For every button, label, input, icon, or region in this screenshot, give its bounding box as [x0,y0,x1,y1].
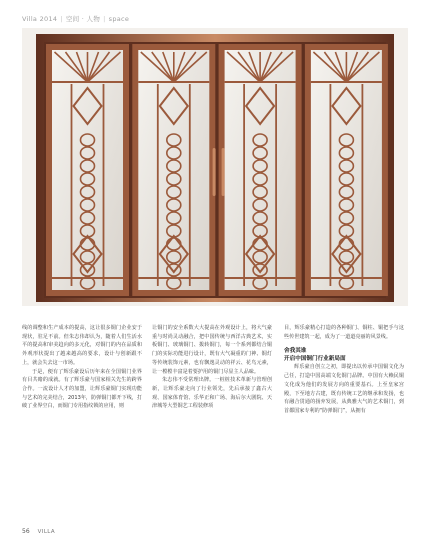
door-glass [138,50,209,290]
door-glass [52,50,123,290]
article-column-2 [152,324,272,411]
body-paragraph: 目，辉乐豪精心打造的各种铜门、铜柱、铜把手与这些传世建筑一起，成为了一道道亮丽的风景线。 [284,325,404,340]
body-paragraph: 线的调整和生产成本的提高，这让很多铜门企业安于现状，驻足不前。但朱志伟却认为，随着人们生活水平的提高和审美趋向的多元化，对铜门的内在品质和外观形状提出了越来越高的要求，设计与创新跟不上，就会失去这一市场。 [22,325,142,366]
subheading: 开启中国铜门行业新局面 [284,356,346,363]
copper-door-illustration [22,28,408,306]
header-divider: | [103,15,106,23]
magazine-brand: VILLA [37,529,56,535]
body-paragraph: 于是，便有了辉乐豪设后历年来在全国铜门业界有目共睹的成就。有了辉乐豪与国家相关先生的跨界合作。一流设计人才的加盟，让辉乐豪铜门实现功能与艺术的完美结合，2013年，防弹铜门都开下线，打破了业界空白，而铜门专用指纹锁的应用，则 [22,368,142,410]
running-header [22,14,129,23]
door-glass [225,50,296,290]
body-paragraph: 朱志伟不受常理出牌。一桩桩技术革新与管理创新，让辉乐豪走向了行业领先，先后承接了鑫古大观、国家体育馆、乐华正和广场、海后尔大剧院、天津城等大型铜艺工程装修项 [152,377,272,410]
subheading: 舍我其谁 [284,348,307,355]
header-divider: | [60,15,63,23]
door-glass [311,50,382,290]
door-handle [213,148,216,196]
article-column-1 [22,324,142,411]
section-title-en: space [108,15,130,23]
issue-label: Villa 2014 [22,15,58,23]
door-handle [222,148,225,196]
copper-door-photo [22,28,408,306]
page-number: 56 [22,528,30,535]
body-paragraph: 辉乐豪自创立之初，即提出以传承中国铜文化为己任，打造中国高端文化铜门品牌。中国有大赖民铜文化成为他们的发展方向的重要基石。上至皇家宫殿，下至地方古建，既有传统工艺的继承和发扬，也有融合贯通的扬弃发展，从典雅大气的艺术铜门，到首都国家专利的“防弹铜门”，从拥有 [284,364,404,414]
section-title-cn: 空间 · 人物 [65,15,101,23]
page-footer [22,528,55,535]
body-paragraph: 让铜门的安全系数大大提高在外观设计上，将大气豪重与时尚灵动融合，把中国传统与西洋古典艺术，实板铜门、玻璃铜门、拨转铜门，每一个系列都结合铜门的实际功能进行设计，既有大气凝重的门神、铜灯等传统装饰元素，也有飘逸灵动的祥云、花鸟元素，让一樘樘丰富是着要护用的铜门尽显主人品味。 [152,325,272,375]
article-column-3 [284,324,404,416]
